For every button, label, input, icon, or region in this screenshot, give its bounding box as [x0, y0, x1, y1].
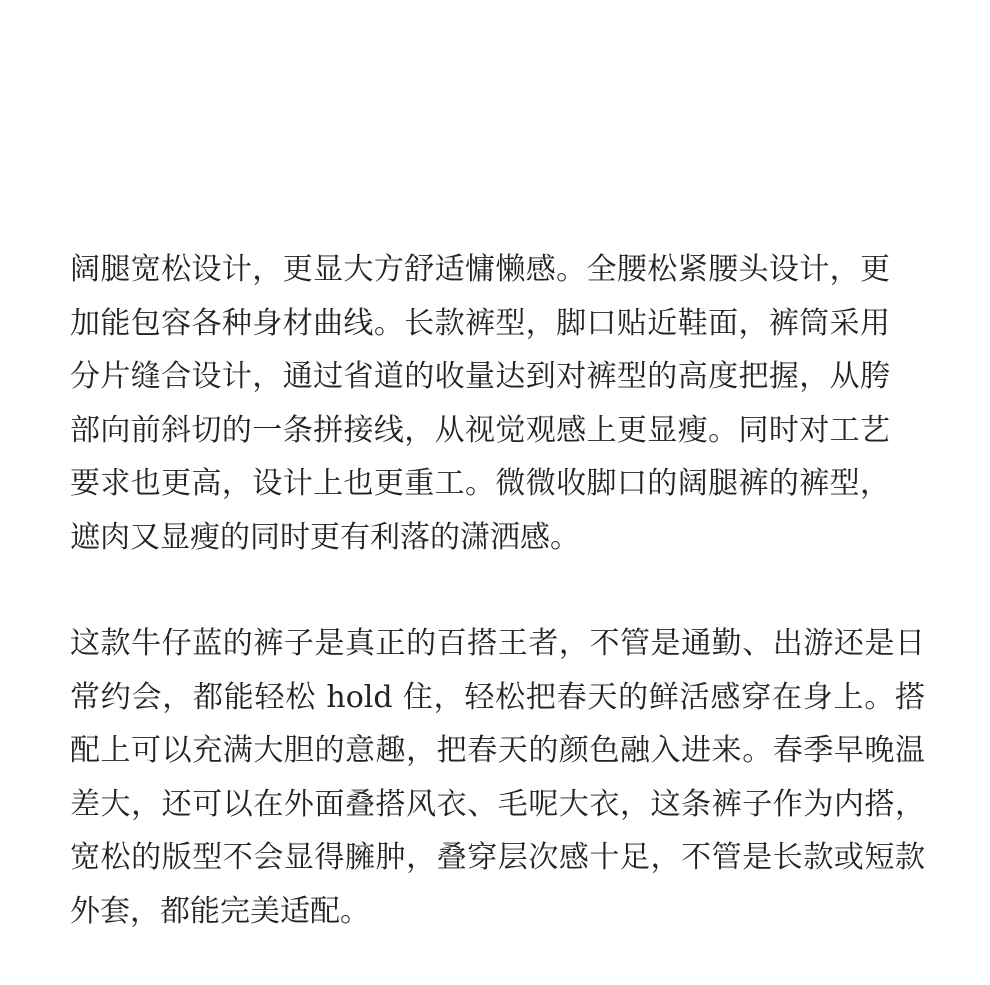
- paragraph-styling: 这款牛仔蓝的裤子是真正的百搭王者，不管是通勤、出游还是日常约会，都能轻松 hold 住，轻松把春天的鲜活感穿在身上。搭配上可以充满大胆的意趣，把春天的颜色融入进来。春季早晚温差大，还可以在外面叠搭风衣、毛呢大衣，这条裤子作为内搭，宽松的版型不会显得臃肿，叠穿层次感十足，不管是长款或短款外套，都能完美适配。: [70, 626, 925, 929]
- article-body: [70, 243, 930, 938]
- paragraph-fit-design: 阔腿宽松设计，更显大方舒适慵懒感。全腰松紧腰头设计，更加能包容各种身材曲线。长款裤型，脚口贴近鞋面，裤筒采用分片缝合设计，通过省道的收量达到对裤型的高度把握，从胯部向前斜切的一条拼接线，从视觉观感上更显瘦。同时对工艺要求也更高，设计上也更重工。微微收脚口的阔腿裤的裤型，遮肉又显瘦的同时更有利落的潇洒感。: [70, 252, 890, 555]
